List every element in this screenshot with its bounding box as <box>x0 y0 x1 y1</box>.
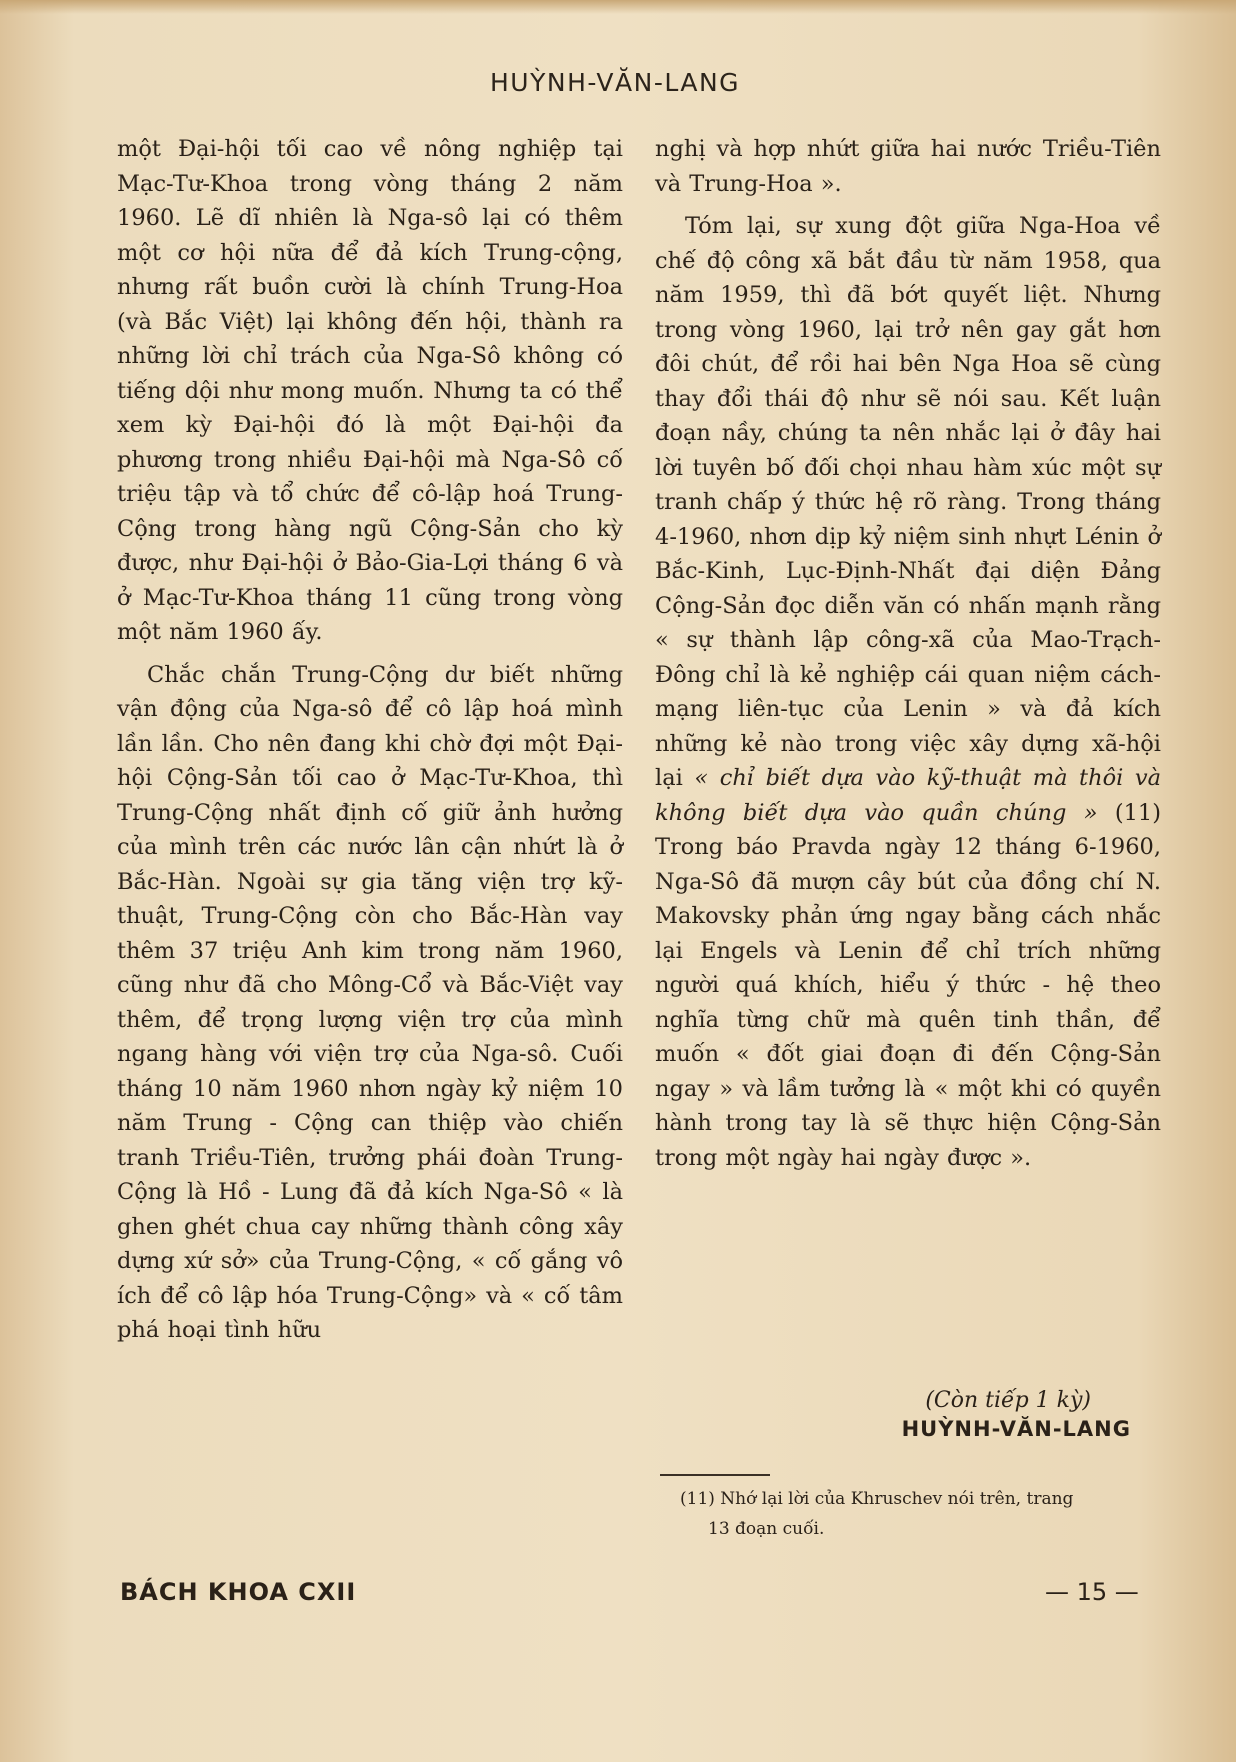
paragraph-text: Tóm lại, sự xung đột giữa Nga-Hoa về chế độ công xã bắt đầu từ năm 1958, qua năm 1959, thì đã bớt quyết liệt. Nhưng trong vòng 1960, lại trở nên gay gắt hơn đôi chút, để rồi hai bên Nga Hoa sẽ cùng thay đổi thái độ như sẽ nói sau. Kết luận đoạn nầy, chúng ta nên nhắc lại ở đây hai lời tuyên bố đối chọi nhau hàm xúc một sự tranh chấp ý thức hệ rõ ràng. Trong tháng 4-1960, nhơn dịp kỷ niệm sinh nhựt Lénin ở Bắc-Kinh, Lục-Định-Nhất đại diện Đảng Cộng-Sản đọc diễn văn có nhấn mạnh rằng « sự thành lập công-xã của Mao-Trạch-Đông chỉ là kẻ nghiệp cái quan niệm cách-mạng liên-tục của Lenin » và đả kích những kẻ nào trong việc xây dựng xã-hội lại <box>655 213 1161 791</box>
paragraph: nghị và hợp nhứt giữa hai nước Triều-Tiên và Trung-Hoa ». <box>655 136 1161 197</box>
running-header: HUỲNH-VĂN-LANG <box>490 68 741 97</box>
paragraph: một Đại-hội tối cao về nông nghiệp tại Mạc-Tư-Khoa trong vòng tháng 2 năm 1960. Lẽ dĩ nhiên là Nga-sô lại có thêm một cơ hội nữa để đả kích Trung-cộng, nhưng rất buồn cười là chính Trung-Hoa (và Bắc Việt) lại không đến hội, thành ra những lời chỉ trách của Nga-Sô không có tiếng dội như mong muốn. Nhưng ta có thể xem kỳ Đại-hội đó là một Đại-hội đa phương trong nhiều Đại-hội mà Nga-Sô cố triệu tập và tổ chức để cô-lập hoá Trung-Cộng trong hàng ngũ Cộng-Sản cho kỳ được, như Đại-hội ở Bảo-Gia-Lợi tháng 6 và ở Mạc-Tư-Khoa tháng 11 cũng trong vòng một năm 1960 ấy. <box>117 136 623 645</box>
paragraph <box>655 209 1161 1175</box>
continued-note: (Còn tiếp 1 kỳ) <box>925 1388 1091 1413</box>
footnote-line: (11) Nhớ lại lời của Khruschev nói trên, trang <box>680 1489 1074 1509</box>
page-number: — 15 — <box>1045 1578 1139 1606</box>
paragraph: Chắc chắn Trung-Cộng dư biết những vận động của Nga-sô để cô lập hoá mình lần lần. Cho nên đang khi chờ đợi một Đại-hội Cộng-Sản tối cao ở Mạc-Tư-Khoa, thì Trung-Cộng nhất định cố giữ ảnh hưởng của mình trên các nước lân cận nhứt là ở Bắc-Hàn. Ngoài sự gia tăng viện trợ kỹ-thuật, Trung-Cộng còn cho Bắc-Hàn vay thêm 37 triệu Anh kim trong năm 1960, cũng như đã cho Mông-Cổ và Bắc-Việt vay thêm, để trọng lượng viện trợ của mình ngang hàng với viện trợ của Nga-sô. Cuối tháng 10 năm 1960 nhơn ngày kỷ niệm 10 năm Trung - Cộng can thiệp vào chiến tranh Triều-Tiên, trưởng phái đoàn Trung-Cộng là Hồ - Lung đã đả kích Nga-Sô « là ghen ghét chua cay những thành công xây dựng xứ sở» của Trung-Cộng, « cố gắng vô ích để cô lập hóa Trung-Cộng» và « cố tâm phá hoại tình hữu <box>117 661 623 1343</box>
footnote <box>680 1484 1160 1544</box>
footnote-line: 13 đoạn cuối. <box>708 1519 825 1539</box>
paragraph-text-tail: (11) Trong báo Pravda ngày 12 tháng 6-1960, Nga-Sô đã mượn cây bút của đồng chí N. Makovsky phản ứng ngay bằng cách nhắc lại Engels và Lenin để chỉ trích những người quá khích, hiểu ý thức - hệ theo nghĩa từng chữ mà quên tinh thần, để muốn « đốt giai đoạn đi đến Cộng-Sản ngay » và lầm tưởng là « một khi có quyền hành trong tay là sẽ thực hiện Cộng-Sản trong một ngày hai ngày được ». <box>655 799 1162 1171</box>
author-name: HUỲNH-VĂN-LANG <box>901 1417 1131 1441</box>
right-column <box>655 132 1161 1175</box>
italic-quote: « chỉ biết dựa vào kỹ-thuật mà thôi và không biết dựa vào quần chúng » <box>655 765 1162 826</box>
magazine-issue: BÁCH KHOA CXII <box>120 1578 357 1606</box>
left-column <box>117 132 623 1348</box>
footnote-divider <box>660 1474 770 1476</box>
signature-block <box>655 1388 1161 1441</box>
